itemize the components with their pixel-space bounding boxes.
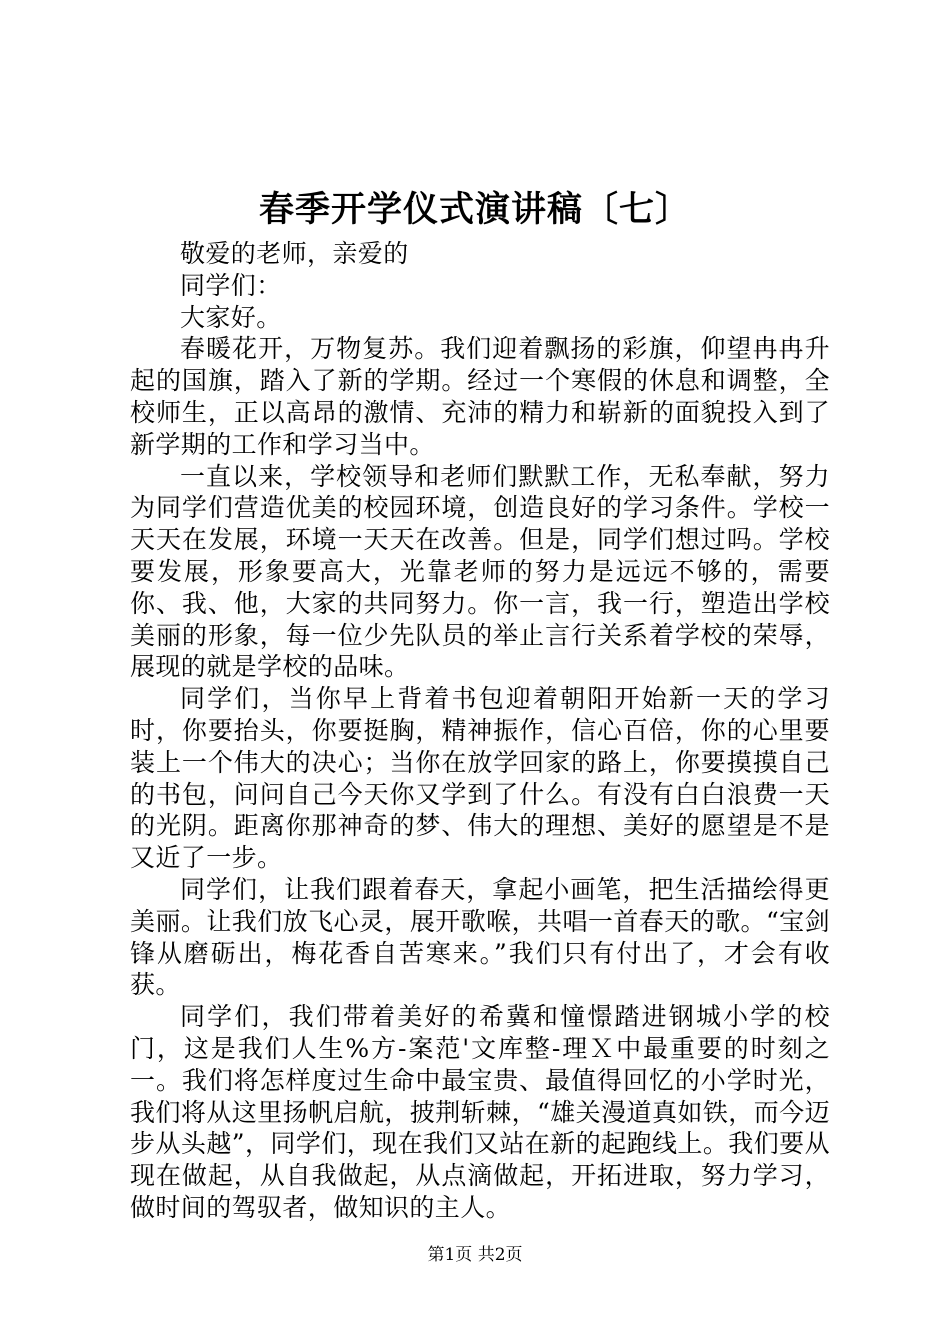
document-body <box>130 238 830 1224</box>
paragraph-follow-spring: 同学们，让我们跟着春天，拿起小画笔，把生活描绘得更美丽。让我们放飞心灵，展开歌喉，共唱一首春天的歌。“宝剑锋从磨砺出，梅花香自苦寒来。”我们只有付出了，才会有收获。 <box>130 874 830 1000</box>
paragraph-school-development: 一直以来，学校领导和老师们默默工作，无私奉献，努力为同学们营造优美的校园环境，创造良好的学习条件。学校一天天在发展，环境一天天在改善。但是，同学们想过吗。学校要发展，形象要高大，光靠老师的努力是远远不够的，需要你、我、他，大家的共同努力。你一言，我一行，塑造出学校美丽的形象，每一位少先队员的举止言行关系着学校的荣辱，展现的就是学校的品味。 <box>130 461 830 682</box>
paragraph-spring: 春暖花开，万物复苏。我们迎着飘扬的彩旗，仰望冉冉升起的国旗，踏入了新的学期。经过一个寒假的休息和调整，全校师生，正以高昂的激情、充沛的精力和崭新的面貌投入到了新学期的工作和学习当中。 <box>130 334 830 459</box>
salutation-line-2: 同学们： <box>180 270 282 300</box>
greeting-line: 大家好。 <box>180 302 282 332</box>
page-number-footer: 第1页 共2页 <box>427 1245 523 1265</box>
paragraph-new-start: 同学们，我们带着美好的希冀和憧憬踏进钢城小学的校门，这是我们人生%方-案范'文库整-理Ｘ中最重要的时刻之一。我们将怎样度过生命中最宝贵、最值得回忆的小学时光，我们将从这里扬帆启航，披荆斩棘，“雄关漫道真如铁，而今迈步从头越”，同学们，现在我们又站在新的起跑线上。我们要从现在做起，从自我做起，从点滴做起，开拓进取，努力学习，做时间的驾驭者，做知识的主人。 <box>130 1002 830 1222</box>
paragraph-morning-study: 同学们，当你早上背着书包迎着朝阳开始新一天的学习时，你要抬头，你要挺胸，精神振作，信心百倍，你的心里要装上一个伟大的决心；当你在放学回家的路上，你要摸摸自己的书包，问问自己今天你又学到了什么。有没有白白浪费一天的光阴。距离你那神奇的梦、伟大的理想、美好的愿望是不是又近了一步。 <box>130 684 830 873</box>
document-title: 春季开学仪式演讲稿〔七〕 <box>258 189 691 230</box>
salutation-line-1: 敬爱的老师，亲爱的 <box>180 239 409 268</box>
